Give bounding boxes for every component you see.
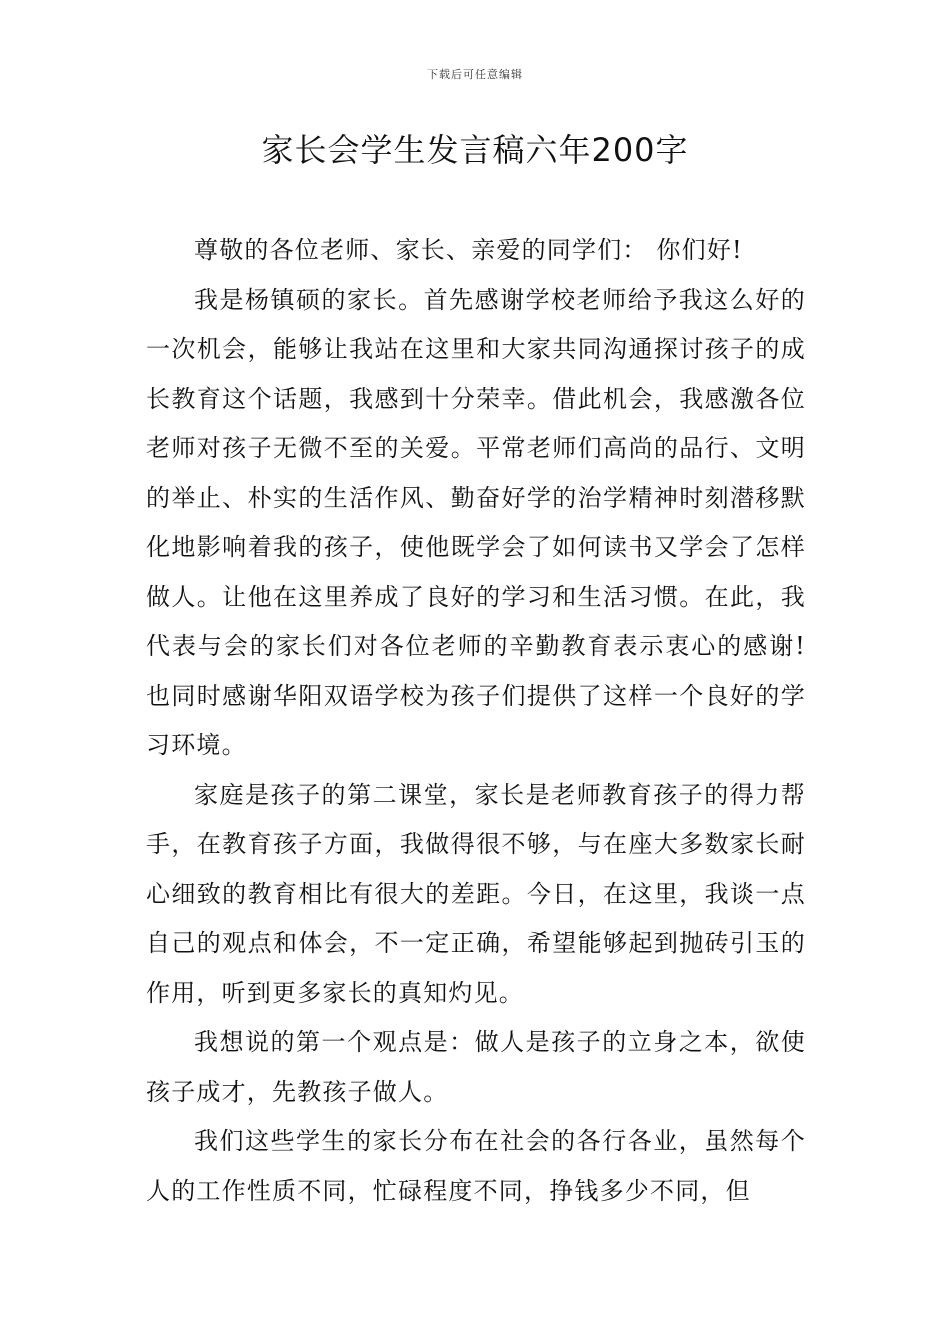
paragraph-greeting: 尊敬的各位老师、家长、亲爱的同学们： 你们好!: [194, 236, 743, 264]
document-title: 家长会学生发言稿六年200字: [261, 131, 689, 169]
document-body: [146, 226, 806, 1216]
header-note: 下载后可任意编辑: [427, 68, 523, 81]
paragraph-first-point: 我想说的第一个观点是：做人是孩子的立身之本，欲使孩子成才，先教孩子做人。: [146, 1028, 806, 1106]
paragraph-family-classroom: 家庭是孩子的第二课堂，家长是老师教育孩子的得力帮手，在教育孩子方面，我做得很不够，与在座大多数家长耐心细致的教育相比有很大的差距。今日，在这里，我谈一点自己的观点和体会，不一定正确，希望能够起到抛砖引玉的作用，听到更多家长的真知灼见。: [146, 780, 806, 1007]
paragraph-introduction: 我是杨镇硕的家长。首先感谢学校老师给予我这么好的一次机会，能够让我站在这里和大家共同沟通探讨孩子的成长教育这个话题，我感到十分荣幸。借此机会，我感激各位老师对孩子无微不至的关爱。平常老师们高尚的品行、文明的举止、朴实的生活作风、勤奋好学的治学精神时刻潜移默化地影响着我的孩子，使他既学会了如何读书又学会了怎样做人。让他在这里养成了良好的学习和生活习惯。在此，我代表与会的家长们对各位老师的辛勤教育表示衷心的感谢!也同时感谢华阳双语学校为孩子们提供了这样一个良好的学习环境。: [146, 285, 806, 759]
paragraph-parents-work: 我们这些学生的家长分布在社会的各行各业，虽然每个人的工作性质不同，忙碌程度不同，挣钱多少不同，但: [146, 1127, 806, 1205]
